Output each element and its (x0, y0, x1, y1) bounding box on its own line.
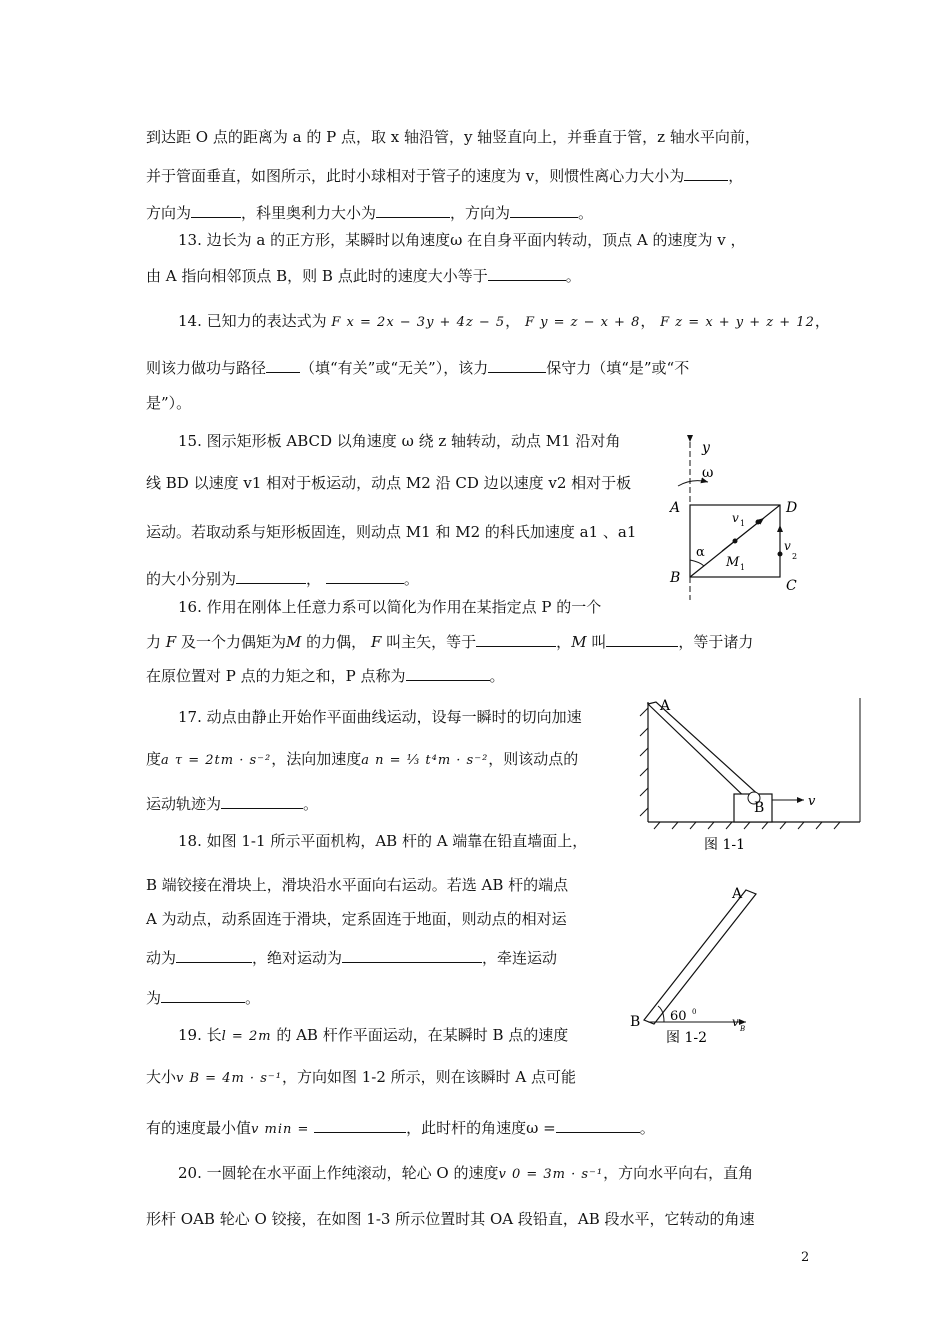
answer-blank[interactable] (510, 201, 578, 218)
svg-text:B: B (670, 570, 681, 586)
svg-text:60: 60 (670, 1009, 687, 1024)
rod-ab-2 (644, 890, 756, 1024)
p16-line3: 在原位置对 P 点的力矩之和，P 点称为 。 (146, 664, 505, 687)
svg-text:B: B (754, 800, 765, 816)
formula-fz: F z = x + y + z + 12 (660, 315, 815, 330)
answer-blank[interactable] (342, 946, 482, 963)
svg-text:α: α (696, 545, 705, 560)
point-m1 (733, 539, 738, 544)
answer-blank[interactable] (221, 792, 303, 809)
answer-blank[interactable] (326, 567, 404, 584)
point-m2 (778, 552, 783, 557)
p19-line1: 19. 长l = 2m 的 AB 杆作平面运动，在某瞬时 B 点的速度 (178, 1026, 569, 1044)
p15-line1: 15. 图示矩形板 ABCD 以角速度 ω 绕 z 轴转动，动点 M1 沿对角 (178, 432, 621, 450)
p17-line1: 17. 动点由静止开始作平面曲线运动，设每一瞬时的切向加速 (178, 708, 582, 726)
answer-blank[interactable] (266, 356, 300, 373)
svg-text:v: v (808, 794, 816, 809)
svg-text:v: v (784, 539, 791, 553)
p16-line1: 16. 作用在刚体上任意力系可以简化为作用在某指定点 P 的一个 (178, 598, 602, 616)
p14-line2: 则该力做功与路径 （填“有关”或“无关”），该力 保守力（填“是”或“不 (146, 356, 689, 379)
answer-blank[interactable] (314, 1116, 406, 1133)
p18-line4: 动为 ，绝对运动为 ，牵连运动 (146, 946, 557, 969)
p18-line5: 为 。 (146, 986, 260, 1009)
answer-blank[interactable] (161, 986, 245, 1003)
p12-line1: 到达距 O 点的距离为 a 的 P 点，取 x 轴沿管，y 轴竖直向上，并垂直于管，z 轴水平向前， (146, 128, 760, 146)
p19-line3: 有的速度最小值v min = ，此时杆的角速度ω = 。 (146, 1116, 655, 1141)
answer-blank[interactable] (606, 630, 678, 647)
p13-line2: 由 A 指向相邻顶点 B，则 B 点此时的速度大小等于 。 (146, 264, 581, 287)
rod-ab (648, 702, 762, 804)
svg-text:A: A (670, 500, 681, 516)
answer-blank[interactable] (236, 567, 306, 584)
p20-line2: 形杆 OAB 轮心 O 铰接，在如图 1-3 所示位置时其 OA 段铅直，AB 段水平，它转动的角速 (146, 1210, 755, 1228)
svg-text:0: 0 (692, 1008, 697, 1016)
p18-line1: 18. 如图 1-1 所示平面机构，AB 杆的 A 端靠在铅直墙面上， (178, 832, 588, 850)
svg-text:M: M (726, 555, 740, 570)
answer-blank[interactable] (376, 201, 450, 218)
p18-line2: B 端铰接在滑块上，滑块沿水平面向右运动。若选 AB 杆的端点 (146, 876, 569, 894)
figure-1-1 (640, 698, 870, 858)
p12-line3: 方向为 ，科里奥利力大小为 ，方向为 。 (146, 201, 593, 224)
answer-blank[interactable] (476, 630, 556, 647)
answer-blank[interactable] (191, 201, 241, 218)
svg-text:1: 1 (740, 519, 746, 528)
p14-line3: 是”）。 (146, 394, 192, 412)
answer-blank[interactable] (176, 946, 252, 963)
svg-text:B: B (740, 1025, 746, 1033)
svg-text:v: v (732, 1015, 739, 1029)
answer-blank[interactable] (488, 356, 546, 373)
omega-label: ω (702, 465, 714, 481)
p13-line1: 13. 边长为 a 的正方形，某瞬时以角速度ω 在自身平面内转动，顶点 A 的速度为 v ， (178, 231, 746, 249)
svg-text:D: D (786, 500, 798, 516)
answer-blank[interactable] (684, 164, 728, 181)
figure-1-2 (628, 880, 788, 1050)
p15-line4: 的大小分别为 ， 。 (146, 567, 419, 590)
p20-line1: 20. 一圆轮在水平面上作纯滚动，轮心 O 的速度v 0 = 3m · s⁻¹，方向水平向右，直角 (178, 1164, 754, 1182)
p19-line2: 大小v B = 4m · s⁻¹，方向如图 1-2 所示，则在该瞬时 A 点可能 (146, 1068, 577, 1086)
svg-text:A: A (732, 886, 743, 902)
svg-text:2: 2 (792, 552, 798, 561)
formula-fy: F y = z − x + 8 (524, 315, 641, 330)
p18-line3: A 为动点，动系固连于滑块，定系固连于地面，则动点的相对运 (146, 910, 567, 928)
y-axis-label: y (702, 440, 710, 456)
svg-text:A: A (660, 698, 671, 714)
rotation-arrow (678, 481, 708, 486)
answer-blank[interactable] (406, 664, 490, 681)
page-number: 2 (801, 1250, 810, 1265)
formula-fx: F x = 2x − 3y + 4z − 5 (331, 315, 506, 330)
p17-line2: 度a τ = 2tm · s⁻²，法向加速度a n = ⅓ t⁴m · s⁻²，则该动点的 (146, 750, 579, 768)
svg-text:C: C (786, 578, 797, 594)
svg-text:B: B (630, 1014, 641, 1030)
p14-line1: 14. 已知力的表达式为 F x = 2x − 3y + 4z − 5， F y = z − x + 8， F z = x + y + z + 12， (178, 312, 830, 330)
answer-blank[interactable] (488, 264, 566, 281)
p15-line3: 运动。若取动系与矩形板固连，则动点 M1 和 M2 的科氏加速度 a1 、a1 (146, 523, 637, 541)
p12-line2: 并于管面垂直，如图所示，此时小球相对于管子的速度为 v，则惯性离心力大小为 ， (146, 164, 743, 187)
figure-rectangular-plate (660, 430, 810, 600)
svg-text:图 1-2: 图 1-2 (666, 1030, 707, 1046)
svg-text:v: v (732, 511, 739, 525)
svg-text:图 1-1: 图 1-1 (704, 837, 745, 853)
p17-line3: 运动轨迹为 。 (146, 792, 318, 815)
svg-text:1: 1 (740, 563, 746, 572)
answer-blank[interactable] (556, 1116, 640, 1133)
p15-line2: 线 BD 以速度 v1 相对于板运动，动点 M2 沿 CD 边以速度 v2 相对于板 (146, 474, 632, 492)
p16-line2: 力 F 及一个力偶矩为M 的力偶， F 叫主矢，等于 ，M 叫 ，等于诸力 (146, 630, 753, 653)
